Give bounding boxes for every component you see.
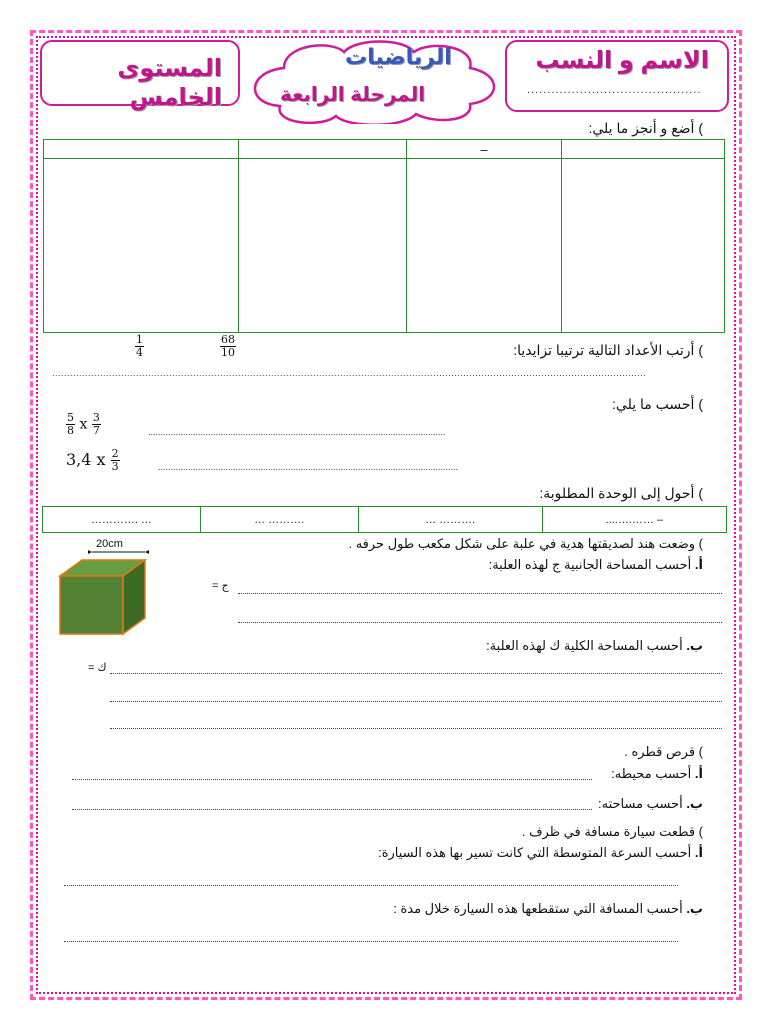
q6b-text: أحسب مساحته: (598, 796, 683, 811)
table-header-cell (562, 140, 725, 159)
q3-answer-line-1[interactable]: ....................................................................................................................... (148, 427, 446, 437)
conversion-cell[interactable]: … ………. (358, 507, 542, 533)
q7b (393, 901, 703, 917)
q2-prompt: ) أرتب الأعداد التالية ترتيبا تزايديا: (513, 342, 703, 358)
q7a-answer-line[interactable] (64, 884, 678, 886)
q6a-answer-line[interactable] (72, 778, 592, 780)
q7b-answer-line[interactable] (64, 940, 678, 942)
q6a-marker: أ. (694, 766, 703, 781)
q5a-unit: ج = (212, 580, 229, 592)
q5-prompt: ) وضعت هند لصديقتها هدية في علبة على شكل مكعب طول حرفه . (348, 536, 703, 551)
q5a-marker: أ. (694, 557, 703, 572)
q6b (598, 796, 703, 812)
q7a-text: أحسب السرعة المتوسطة التي كانت تسير بها هذه السيارة: (378, 845, 692, 860)
q7-prompt: ) قطعت سيارة مسافة في ظرف . (521, 824, 703, 839)
cube-edge-label: 20cm (96, 538, 123, 550)
stage-title: المرحلة الرابعة (280, 84, 426, 106)
table-work-cell[interactable] (562, 159, 725, 333)
q6-prompt: ) قرص قطره . (624, 744, 703, 759)
expression-2: 3,4 x $\frac{2}{3}$ (66, 447, 119, 473)
name-line[interactable]: ........................................... (527, 84, 702, 96)
table-header-cell: – (407, 140, 562, 159)
fraction-b: $\frac{68}{10}$ (221, 333, 235, 359)
conversion-cell[interactable]: …………. … (43, 507, 201, 533)
q5a-answer-line-2[interactable] (238, 621, 722, 623)
q5a-text: أحسب المساحة الجانبية ج لهذه العلبة: (488, 557, 692, 572)
q5b-answer-line-3[interactable] (110, 727, 722, 729)
q6b-answer-line[interactable] (72, 808, 592, 810)
q6a (611, 766, 703, 782)
q7a-marker: أ. (694, 845, 703, 860)
q5b-text: أحسب المساحة الكلية ك لهذه العلبة: (486, 638, 683, 653)
level-box (40, 40, 240, 111)
q7b-marker: ب. (686, 901, 703, 916)
expression-1: $\frac{5}{8}$ x $\frac{3}{7}$ (67, 411, 100, 437)
q6b-marker: ب. (686, 796, 703, 811)
name-title: الاسم و النسب (535, 47, 709, 74)
q3-answer-line-2[interactable]: ........................................................................................................................ (158, 462, 459, 472)
table-work-cell[interactable] (239, 159, 407, 333)
q5a (489, 557, 703, 573)
conversion-table (42, 506, 727, 533)
table-header-cell (44, 140, 239, 159)
q5b-unit: ك = (88, 662, 107, 674)
cube-illustration (52, 548, 152, 640)
q1-prompt: ) أضع و أنجز ما يلي: (588, 120, 703, 136)
table-work-cell[interactable] (407, 159, 562, 333)
q7a (378, 845, 703, 861)
fraction-a: $\frac{1}{4}$ (136, 333, 143, 359)
q6a-text: أحسب محيطه: (611, 766, 692, 781)
conversion-cell[interactable]: – …….….... (542, 507, 726, 533)
name-box (505, 40, 729, 112)
q5b-answer-line-1[interactable] (110, 672, 722, 674)
operations-table (43, 139, 725, 333)
q7b-text: أحسب المسافة التي ستقطعها هذه السيارة خلال مدة : (393, 901, 683, 916)
q5b-answer-line-2[interactable] (110, 700, 722, 702)
table-header-cell (239, 140, 407, 159)
q2-answer-line[interactable]: ...................................................................................................................................................................................................... (52, 368, 647, 378)
conversion-cell[interactable]: … ………. (200, 507, 358, 533)
table-work-cell[interactable] (44, 159, 239, 333)
q5a-answer-line-1[interactable] (238, 592, 722, 594)
q5b-marker: ب. (686, 638, 703, 653)
q5b (486, 638, 703, 654)
cube-front-face (60, 576, 123, 634)
level-label: المستوى الخامس (117, 55, 222, 111)
q4-prompt: ) أحول إلى الوحدة المطلوبة: (539, 485, 703, 501)
subject-title: الرياضيات (345, 44, 452, 69)
q3-prompt: ) أحسب ما يلي: (612, 396, 703, 412)
